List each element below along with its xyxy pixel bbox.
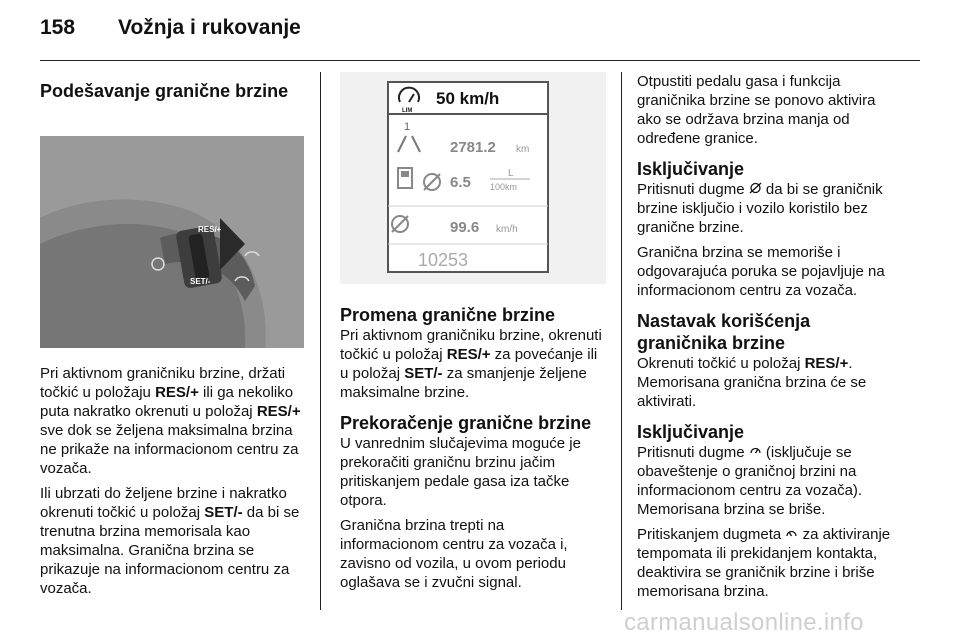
lim-label: LIM [402,108,413,114]
paragraph: Pritiskanjem dugmeta za aktiviranje tempomata ili prekidanjem kontakta, deaktivira se graničnik brzine i briše memorisana brzina. [637,526,891,600]
column-3 [637,72,903,607]
page-number: 158 [40,16,76,39]
trip-value: 2781.2 [450,139,496,156]
paragraph: U vanrednim slučajevima moguće je prekoračiti graničnu brzinu jačim pritiskanjem pedale gasa iza tačke otpora. [340,435,581,509]
steering-wheel-controls-image [40,136,304,348]
section-heading: Prekoračenje granične brzine [340,413,592,433]
column-2 [340,72,606,598]
section-title: Podešavanje granične brzine [40,81,289,101]
speed-unit: km/h [496,224,518,235]
paragraph: Granična brzina se memoriše i odgovarajuća poruka se pojavljuje na informacionom centru za vozača. [637,244,885,299]
page-header [40,16,301,40]
cruise-control-icon [785,527,798,539]
column-divider [320,72,321,610]
column-1 [40,72,304,604]
res-label: RES/+ [198,225,222,234]
driver-info-display-image [340,72,606,284]
gear-indicator: 1 [404,121,411,133]
paragraph: Pritisnuti dugme da bi se graničnik brzine isključio i vozilo koristilo bez granične brzine. [637,181,883,236]
speed-limit-value: 50 km/h [436,89,500,108]
speed-value: 99.6 [450,219,480,236]
section-heading: Isključivanje [637,159,745,179]
chapter-title: Vožnja i rukovanje [118,16,301,39]
paragraph: Pri aktivnom graničniku brzine, držati točkić u položaju RES/+ ili ga nekoliko puta nakratko okrenuti u položaj RES/+ sve dok se željena maksimalna brzina ne prikaže na informacionom centru za vozača. [40,365,301,477]
paragraph: Pri aktivnom graničniku brzine, okrenuti točkić u položaj RES/+ za povećanje ili u položaj SET/- za smanjenje željene maksimalne brzine. [340,327,602,401]
trip-unit: km [516,144,530,155]
paragraph: Pritisnuti dugme (isključuje se obaveštenje o graničnoj brzini na informacionom centru za vozača). Memorisana brzina se briše. [637,444,863,518]
paragraph: Ili ubrzati do željene brzine i nakratko okrenuti točkić u položaj SET/- da bi se trenutna brzina memorisala kao maksimalna. Granična brzina se prikazuje na informacionom centru za vozača. [40,485,300,597]
paragraph: Okrenuti točkić u položaj RES/+. Memorisana granična brzina će se aktivirati. [637,355,867,410]
cancel-icon [749,182,762,194]
paragraph: Granična brzina trepti na informacionom centru za vozača i, zavisno od vozila, u ovom periodu oglašava se i zvučni signal. [340,517,568,591]
watermark: carmanualsonline.info [624,609,864,636]
section-heading: Isključivanje [637,422,745,442]
fuel-value: 6.5 [450,174,471,191]
header-rule [40,60,920,61]
fuel-unit-bottom: 100km [490,182,518,192]
section-heading: Promena granične brzine [340,305,556,325]
speed-limiter-icon [749,445,762,457]
column-divider [621,72,622,610]
fuel-unit-top: L [508,168,514,179]
paragraph: Otpustiti pedalu gasa i funkcija graničnika brzine se ponovo aktivira ako se održava brzina manja od određene granice. [637,73,876,147]
odometer-value: 10253 [418,250,469,270]
section-heading: Nastavak korišćenja graničnika brzine [637,311,811,353]
set-label: SET/- [190,277,211,286]
